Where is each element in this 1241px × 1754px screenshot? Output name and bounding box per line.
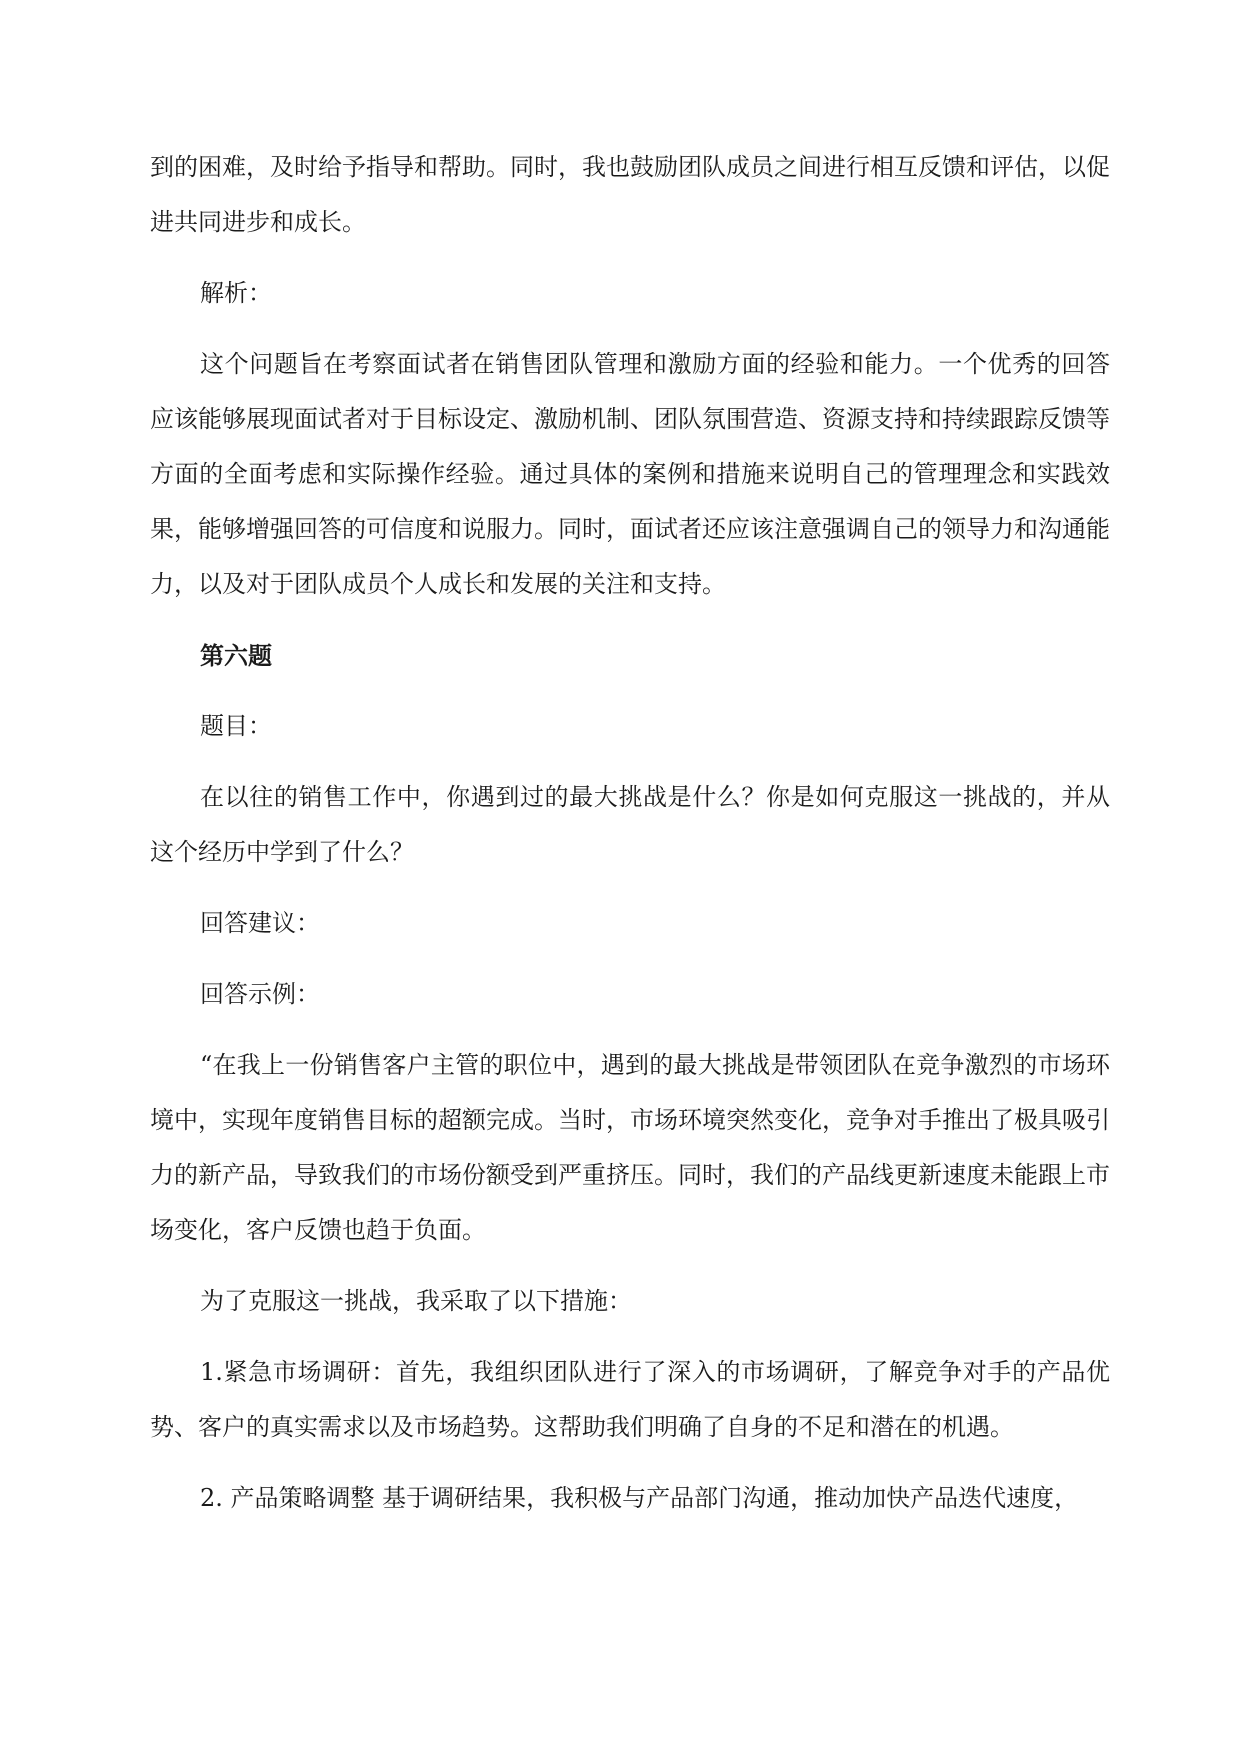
answer-example-label: 回答示例： — [200, 980, 320, 1008]
question-text: 在以往的销售工作中，你遇到过的最大挑战是什么？你是如何克服这一挑战的，并从这个经历中学到了什么？ — [150, 783, 1110, 866]
answer-example-paragraph: “在我上一份销售客户主管的职位中，遇到的最大挑战是带领团队在竞争激烈的市场环境中，实现年度销售目标的超额完成。当时，市场环境突然变化，竞争对手推出了极具吸引力的新产品，导致我们的市场份额受到严重挤压。同时，我们的产品线更新速度未能跟上市场变化，客户反馈也趋于负面。 — [150, 1051, 1110, 1244]
paragraph-continued: 到的困难，及时给予指导和帮助。同时，我也鼓励团队成员之间进行相互反馈和评估，以促进共同进步和成长。 — [150, 153, 1110, 236]
measure-item-2: 2. 产品策略调整 基于调研结果，我积极与产品部门沟通，推动加快产品迭代速度， — [200, 1484, 1079, 1512]
document-body — [150, 140, 1110, 1542]
question-label: 题目： — [200, 712, 272, 740]
analysis-label: 解析： — [200, 279, 272, 307]
question-heading: 第六题 — [200, 641, 272, 670]
answer-suggestion-label: 回答建议： — [200, 909, 320, 937]
analysis-paragraph: 这个问题旨在考察面试者在销售团队管理和激励方面的经验和能力。一个优秀的回答应该能够展现面试者对于目标设定、激励机制、团队氛围营造、资源支持和持续跟踪反馈等方面的全面考虑和实际操作经验。通过具体的案例和措施来说明自己的管理理念和实践效果，能够增强回答的可信度和说服力。同时，面试者还应该注意强调自己的领导力和沟通能力，以及对于团队成员个人成长和发展的关注和支持。 — [150, 350, 1110, 598]
measures-intro: 为了克服这一挑战，我采取了以下措施： — [200, 1287, 632, 1315]
measure-item-1: 1.紧急市场调研：首先，我组织团队进行了深入的市场调研，了解竞争对手的产品优势、客户的真实需求以及市场趋势。这帮助我们明确了自身的不足和潜在的机遇。 — [150, 1358, 1110, 1441]
